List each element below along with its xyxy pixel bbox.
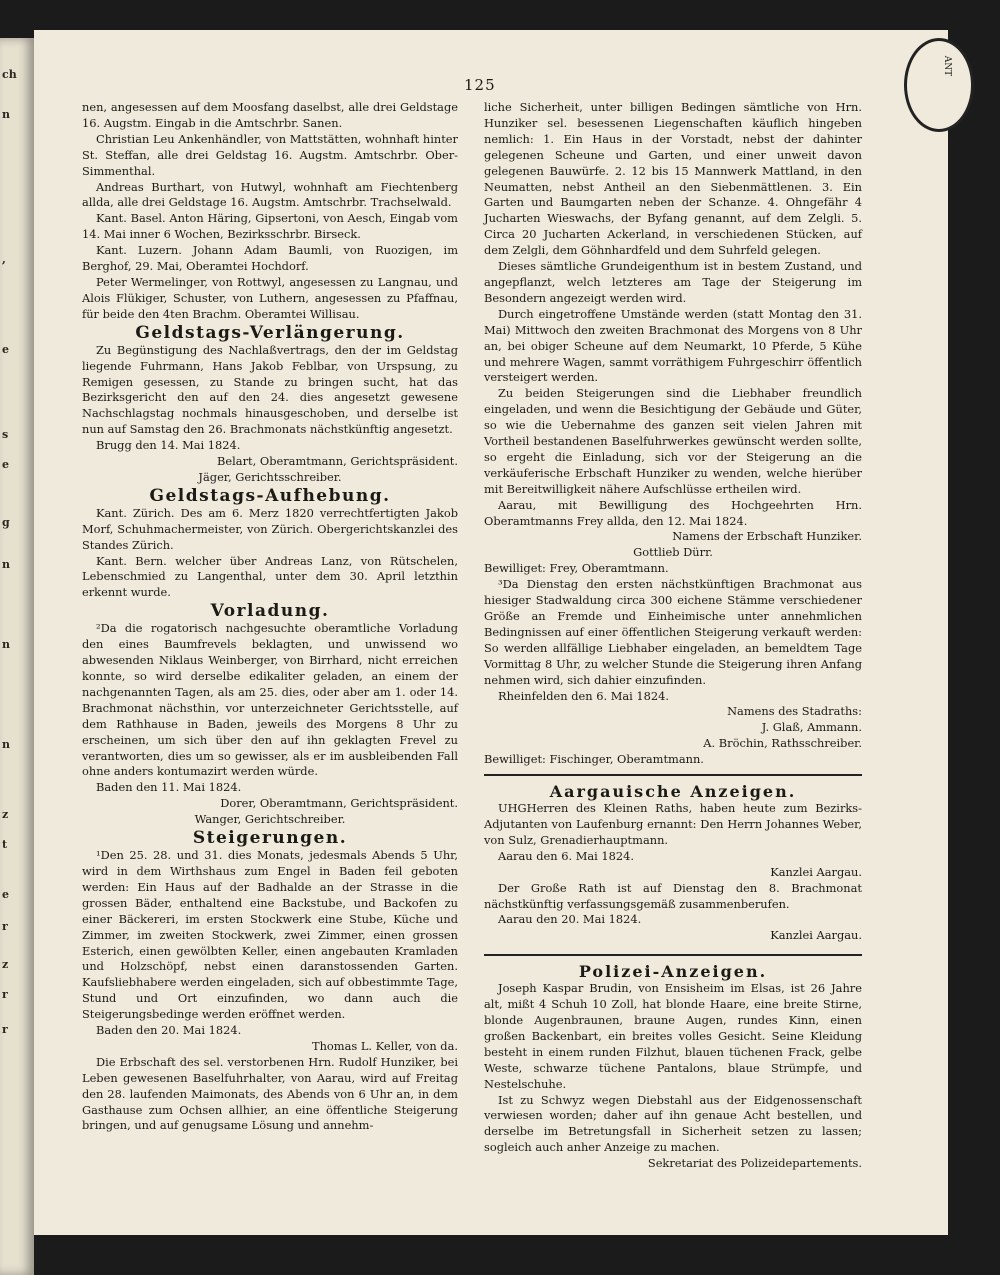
signature: Thomas L. Keller, von da. [311, 1038, 458, 1053]
approval-line: Bewilliget: Frey, Oberamtmann. [484, 561, 669, 576]
left-fragment: e [2, 888, 9, 901]
stamp-text: ANT [942, 55, 953, 77]
notice-paragraph: UHGHerren des Kleinen Raths, haben heute zum Bezirks-Adjutanten von Laufenburg ernannt: Den Herrn Johannes Weber, von Sulz, Grenadierhauptmann. [484, 801, 862, 847]
newspaper-page [34, 30, 948, 1235]
notice-paragraph: Kant. Basel. Anton Häring, Gipsertoni, von Aesch, Eingab vom 14. Mai inner 6 Wochen, Bezirksschrbr. Birseck. [82, 211, 458, 242]
left-fragment: g [2, 516, 10, 529]
notice-paragraph: ¹Den 25. 28. und 31. dies Monats, jedesmals Abends 5 Uhr, wird in dem Wirthshaus zum Engel in Baden feil geboten werden: Ein Haus auf der Badhalde an der Strasse in die grossen Bäder, enthaltend eine Backstube, und Backofen zu einer Bäckereri, im ersten Stockwerk eine Stube, Küche und Zimmer, im zweiten Stockwerk, zwei Zimmer, einen grossen Esterich, einen gewölbten Keller, einen angebauten Kramladen und Holzschöpf, nebst einen daranstossenden Garten. Kaufsliebhabere werden eingeladen, sich auf obbestimmte Tage, Stund und Ort einzufinden, wo dann auch die Steigerungsbedinge werden eröffnet werden. [82, 848, 458, 1022]
left-fragment: e [2, 343, 9, 356]
left-fragment: r [2, 1023, 8, 1036]
left-fragment: s [2, 428, 9, 441]
section-heading: Geldstags-Verlängerung. [135, 322, 405, 343]
section-heading: Polizei-Anzeigen. [578, 962, 768, 982]
left-fragment: z [2, 958, 9, 971]
notice-paragraph: Christian Leu Ankenhändler, von Mattstätten, wohnhaft hinter St. Steffan, alle drei Geldstag 16. Augstm. Amtschrbr. Ober-Simmenthal. [82, 131, 458, 178]
left-fragment: n [2, 108, 10, 121]
left-fragment: e [2, 458, 9, 471]
notice-paragraph: Peter Wermelinger, von Rottwyl, angesessen zu Langnau, und Alois Flükiger, Schuster, von Luthern, angesessen zu Pfaffnau, für beide den 4ten Brachm. Oberamtei Willisau. [82, 274, 458, 321]
notice-paragraph: Zu beiden Steigerungen sind die Liebhaber freundlich eingeladen, und wenn die Besichtigung der Gebäude und Güter, so wie die Uebernahme des ganzen seit vielen Jahren mit Vortheil bestandenen Baselfuhrwerkes gewünscht werden sollte, so ergeht die Einladung, sich vor der Steigerung an die verkäuferische Erbschaft Hunziker zu wenden, welche hierüber mit Bereitwilligkeit nähere Aufschlüsse ertheilen wird. [484, 386, 862, 496]
left-fragment: z [2, 808, 9, 821]
section-heading: Vorladung. [210, 601, 330, 622]
notice-paragraph: Dieses sämtliche Grundeigenthum ist in bestem Zustand, und angepflanzt, welch letzteres am Tage der Steigerung im Besondern angezeigt werden wird. [484, 259, 862, 305]
signature: Namens des Stadraths: [727, 704, 862, 719]
left-fragment: r [2, 920, 8, 933]
dateline: Brugg den 14. Mai 1824. [96, 438, 241, 453]
notice-paragraph: Ist zu Schwyz wegen Diebstahl aus der Eidgenossenschaft verwiesen worden; daher auf ihn genaue Acht bestellen, und derselbe im Betretungsfall in Sicherheit setzen zu lassen; sogleich auch anher Anzeige zu machen. [484, 1092, 862, 1155]
left-fragment: t [2, 838, 8, 851]
approval-line: Bewilliget: Fischinger, Oberamtmann. [484, 752, 704, 767]
dateline: Baden den 11. Mai 1824. [96, 780, 242, 795]
notice-paragraph: Durch eingetroffene Umstände werden (statt Montag den 31. Mai) Mittwoch den zweiten Brachmonat des Morgens von 8 Uhr an, bei obiger Scheune auf dem Neumarkt, 10 Pferde, 5 Kühe und mehrere Wagen, sammt vorräthigem Fuhrgeschirr öffentlich versteigert werden. [484, 306, 862, 385]
notice-paragraph: Kant. Bern. welcher über Andreas Lanz, von Rütschelen, Lebenschmied zu Langenthal, unter dem 30. April letzthin erkennt wurde. [82, 553, 458, 600]
left-column [82, 100, 458, 1134]
dateline: Aarau den 6. Mai 1824. [498, 848, 635, 863]
left-fragment: n [2, 638, 10, 651]
notice-paragraph: Kant. Luzern. Johann Adam Baumli, von Ruozigen, im Berghof, 29. Mai, Oberamtei Hochdorf. [82, 243, 458, 274]
library-stamp [904, 38, 974, 132]
page-number: 125 [464, 76, 496, 94]
left-fragment: ch [2, 68, 17, 81]
signature: Belart, Oberamtmann, Gerichtspräsident. [217, 454, 458, 469]
section-heading: Steigerungen. [192, 828, 348, 849]
notice-paragraph: nen, angesessen auf dem Moosfang daselbst, alle drei Geldstage 16. Augstm. Eingab in die Amtschrbr. Sanen. [82, 100, 458, 130]
notice-paragraph: Zu Begünstigung des Nachlaßvertrags, den der im Geldstag liegende Fuhrmann, Hans Jakob Feblbar, von Urspsung, zu Remigen gesessen, zu Stande zu bringen sucht, hat das Bezirksgericht den auf den 24. dies angesetzt gewesene Nachschlagstag nochmals hinausgeschoben, und derselbe ist nun auf Samstag den 26. Brachmonats nächstkünftig angesetzt. [82, 342, 458, 437]
signature: J. Glaß, Ammann. [761, 720, 862, 735]
left-fragment: r [2, 988, 8, 1001]
dateline: Baden den 20. Mai 1824. [96, 1023, 242, 1038]
signature: Sekretariat des Polizeidepartements. [647, 1156, 862, 1171]
left-fragment: n [2, 738, 10, 751]
notice-paragraph: Aarau, mit Bewilligung des Hochgeehrten Hrn. Oberamtmanns Frey allda, den 12. Mai 1824. [484, 497, 862, 528]
signature: Kanzlei Aargau. [770, 928, 862, 943]
section-divider [484, 774, 862, 776]
section-heading: Geldstags-Aufhebung. [149, 485, 391, 506]
notice-paragraph: ³Da Dienstag den ersten nächstkünftigen Brachmonat aus hiesiger Stadwaldung circa 300 eichene Stämme verschiedener Größe an Fremde und Einheimische unter annehmlichen Bedingnissen auf einer öffentlichen Steigerung verkauft werden: So werden allfällige Liebhaber eingeladen, an bemeldtem Tage Vormittag 8 Uhr, zu welcher Stunde die Steigerung ihren Anfang nehmen wird, sich dahier einzufinden. [484, 577, 862, 687]
notice-paragraph: Der Große Rath ist auf Dienstag den 8. Brachmonat nächstkünftig verfassungsgemäß zusammenberufen. [484, 880, 862, 911]
notice-paragraph: ²Da die rogatorisch nachgesuchte oberamtliche Vorladung den eines Baumfrevels beklagten, und unwissend wo abwesenden Niklaus Weinberger, von Birrhard, nicht erreichen konnte, so wird derselbe edikaliter geladen, an einem der nachgenannten Tagen, als am 25. dies, oder aber am 1. oder 14. Brachmonat nächsthin, vor unterzeichneter Gerichtsstelle, auf dem Rathhause in Baden, jeweils des Morgens 8 Uhr zu erscheinen, um sich über den auf ihn geklagten Frevel zu verantworten, dies um so gewisser, als er im ausbleibenden Fall ohne anders kontumazirt werden würde. [82, 621, 458, 779]
right-column [484, 100, 862, 1172]
adjacent-page-edge [0, 38, 34, 1275]
section-heading: Aargauische Anzeigen. [549, 782, 797, 802]
signature: Kanzlei Aargau. [770, 864, 862, 879]
notice-paragraph: Kant. Zürich. Des am 6. Merz 1820 verrechtfertigten Jakob Morf, Schuhmachermeister, von Zürich. Obergerichtskanzlei des Standes Zürich. [82, 505, 458, 552]
signature: Wanger, Gerichtschreiber. [194, 812, 346, 827]
dateline: Rheinfelden den 6. Mai 1824. [498, 688, 670, 703]
left-fragment: n [2, 558, 10, 571]
signature: Jäger, Gerichtsschreiber. [198, 469, 342, 484]
notice-paragraph: Andreas Burthart, von Hutwyl, wohnhaft am Fiechtenberg allda, alle drei Geldstage 16. Augstm. Amtschrbr. Trachselwald. [82, 179, 458, 210]
signature: Namens der Erbschaft Hunziker. [672, 529, 862, 544]
notice-paragraph: Joseph Kaspar Brudin, von Ensisheim im Elsas, ist 26 Jahre alt, mißt 4 Schuh 10 Zoll, hat blonde Haare, eine breite Stirne, blonde Augenbraunen, braune Augen, rundes Kinn, einen großen Backenbart, ein breites volles Gesicht. Seine Kleidung besteht in einem runden Filzhut, blauen tüchenen Frack, gelbe Weste, schwarze tüchene Pantalons, blaue Strümpfe, und Nestelschuhe. [484, 981, 862, 1091]
left-fragment: , [2, 253, 6, 266]
notice-paragraph: Die Erbschaft des sel. verstorbenen Hrn. Rudolf Hunziker, bei Leben gewesenen Baselfuhrhalter, von Aarau, wird auf Freitag den 28. laufenden Maimonats, des Abends von 6 Uhr an, in dem Gasthause zum Ochsen allhier, an eine öffentliche Steigerung bringen, und auf genugsame Lösung und annehm- [82, 1054, 458, 1133]
notice-paragraph: liche Sicherheit, unter billigen Bedingen sämtliche von Hrn. Hunziker sel. besessenen Liegenschaften käuflich hingeben nemlich: 1. Ein Haus in der Vorstadt, nebst der dahinter gelegenen Scheune und Garten, und einer unweit davon gelegenen Bauwürfe. 2. 12 bis 15 Mannwerk Mattland, in den Neumatten, nebst Antheil an den Siebenmättlenen. 3. Ein Garten und Baumgarten neben der Schanze. 4. Ohngefähr 4 Jucharten Wieswachs, der Byfang genannt, auf dem Zelgli. 5. Circa 20 Jucharten Ackerland, in verschiedenen Stücken, auf dem Zelgli, dem Göhnhardfeld und dem Suhrfeld gelegen. [484, 100, 862, 258]
signature: Gottlieb Dürr. [633, 545, 713, 560]
section-divider [484, 954, 862, 956]
signature: A. Bröchin, Rathsschreiber. [703, 736, 862, 751]
dateline: Aarau den 20. Mai 1824. [498, 912, 642, 927]
signature: Dorer, Oberamtmann, Gerichtspräsident. [220, 796, 458, 811]
